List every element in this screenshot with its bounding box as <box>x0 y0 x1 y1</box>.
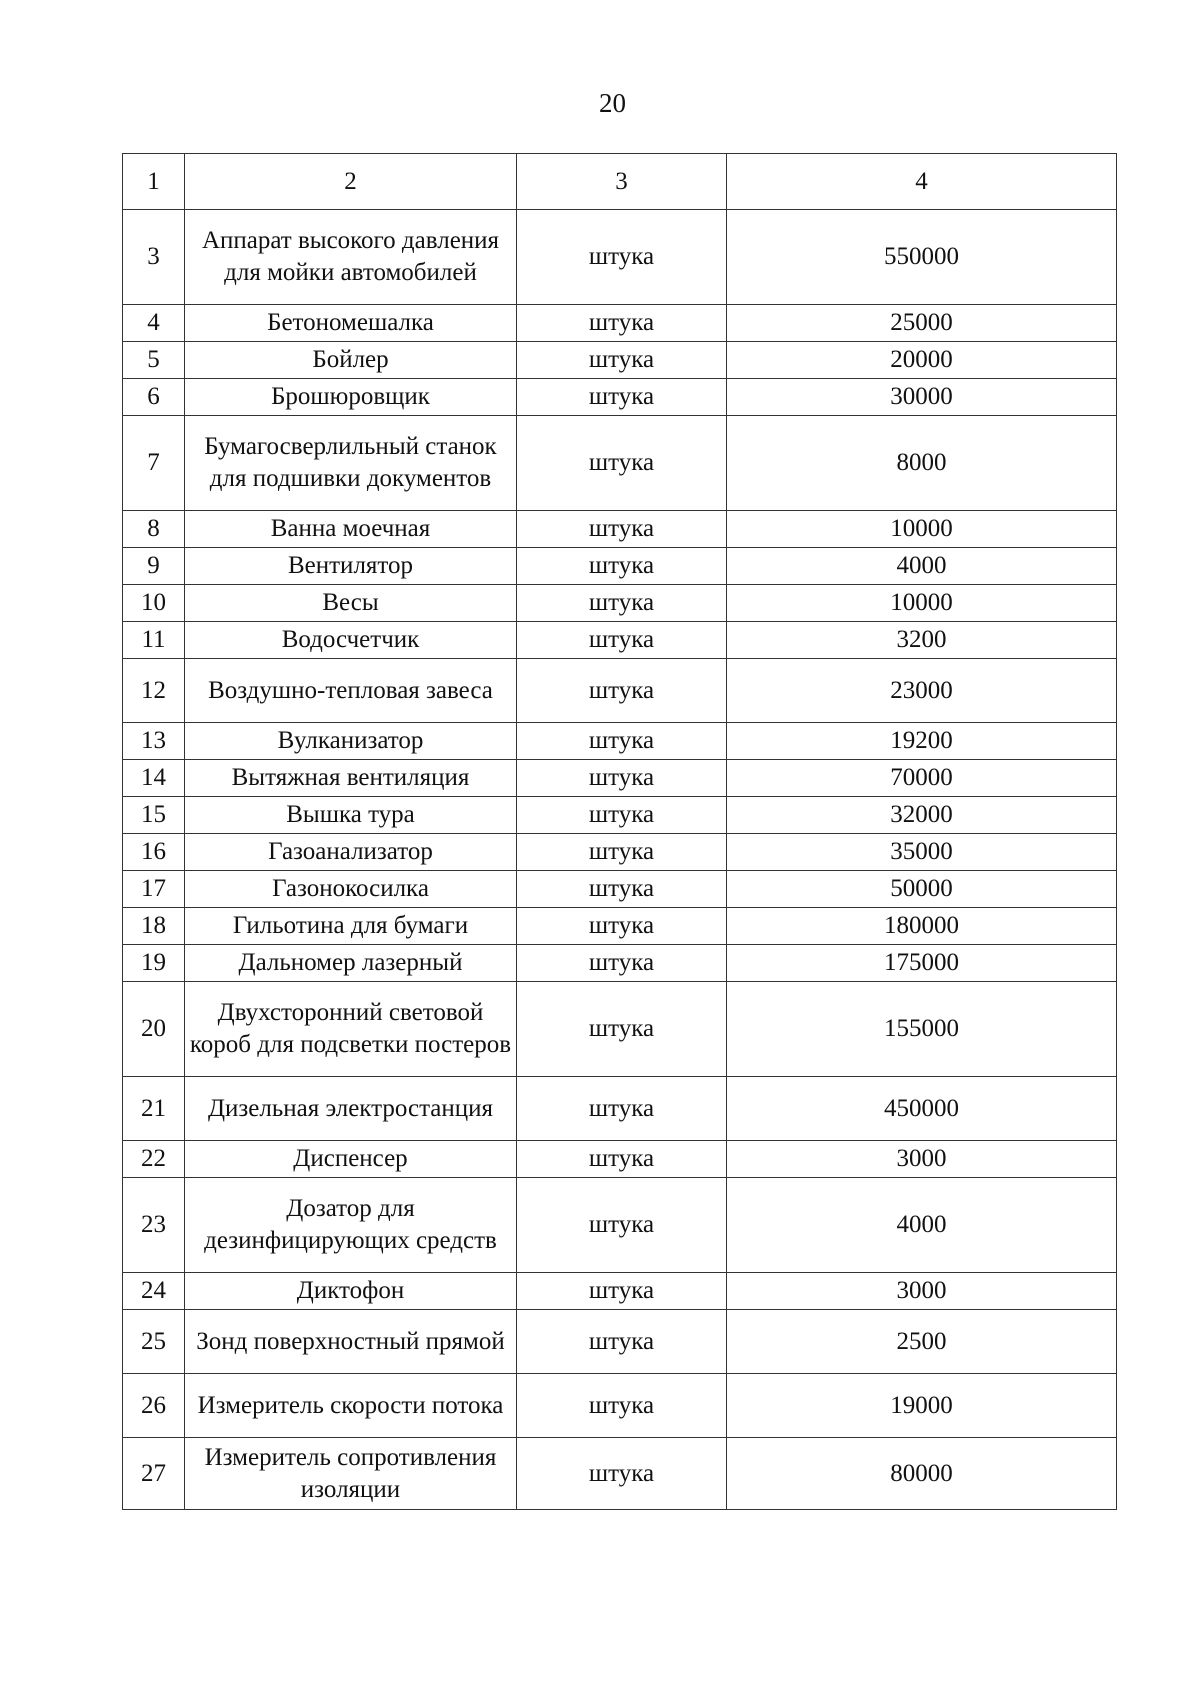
row-number-cell: 20 <box>123 982 185 1077</box>
row-number-cell: 12 <box>123 659 185 723</box>
row-number-cell: 16 <box>123 834 185 871</box>
price-cell: 4000 <box>727 548 1117 585</box>
row-number-cell: 27 <box>123 1438 185 1510</box>
table-row <box>123 210 1117 305</box>
table-row <box>123 379 1117 416</box>
unit-cell: штука <box>517 871 727 908</box>
unit-cell: штука <box>517 834 727 871</box>
item-name-cell: Бойлер <box>185 342 517 379</box>
header-cell: 4 <box>727 154 1117 210</box>
price-cell: 550000 <box>727 210 1117 305</box>
price-cell: 19000 <box>727 1374 1117 1438</box>
price-cell: 10000 <box>727 585 1117 622</box>
row-number-cell: 8 <box>123 511 185 548</box>
price-cell: 10000 <box>727 511 1117 548</box>
price-cell: 50000 <box>727 871 1117 908</box>
unit-cell: штука <box>517 1077 727 1141</box>
table-row <box>123 760 1117 797</box>
row-number-cell: 17 <box>123 871 185 908</box>
price-cell: 20000 <box>727 342 1117 379</box>
row-number-cell: 11 <box>123 622 185 659</box>
unit-cell: штука <box>517 760 727 797</box>
unit-cell: штука <box>517 1273 727 1310</box>
item-name-cell: Воздушно-тепловая завеса <box>185 659 517 723</box>
table-row <box>123 1077 1117 1141</box>
table-row <box>123 585 1117 622</box>
price-cell: 35000 <box>727 834 1117 871</box>
table-row <box>123 982 1117 1077</box>
unit-cell: штука <box>517 622 727 659</box>
item-name-cell: Газоанализатор <box>185 834 517 871</box>
price-cell: 2500 <box>727 1310 1117 1374</box>
unit-cell: штука <box>517 797 727 834</box>
table-row <box>123 342 1117 379</box>
equipment-table <box>122 153 1117 1510</box>
unit-cell: штука <box>517 1141 727 1178</box>
item-name-cell: Бетономешалка <box>185 305 517 342</box>
item-name-cell: Измеритель сопротивления изоляции <box>185 1438 517 1510</box>
row-number-cell: 7 <box>123 416 185 511</box>
row-number-cell: 19 <box>123 945 185 982</box>
unit-cell: штука <box>517 982 727 1077</box>
unit-cell: штука <box>517 342 727 379</box>
row-number-cell: 23 <box>123 1178 185 1273</box>
row-number-cell: 24 <box>123 1273 185 1310</box>
price-cell: 25000 <box>727 305 1117 342</box>
unit-cell: штука <box>517 379 727 416</box>
table-row <box>123 1374 1117 1438</box>
table-row <box>123 871 1117 908</box>
unit-cell: штука <box>517 416 727 511</box>
price-cell: 80000 <box>727 1438 1117 1510</box>
unit-cell: штука <box>517 908 727 945</box>
row-number-cell: 25 <box>123 1310 185 1374</box>
row-number-cell: 21 <box>123 1077 185 1141</box>
table-row <box>123 834 1117 871</box>
unit-cell: штука <box>517 585 727 622</box>
item-name-cell: Вентилятор <box>185 548 517 585</box>
price-cell: 32000 <box>727 797 1117 834</box>
item-name-cell: Вытяжная вентиляция <box>185 760 517 797</box>
price-cell: 3000 <box>727 1141 1117 1178</box>
price-cell: 175000 <box>727 945 1117 982</box>
unit-cell: штука <box>517 548 727 585</box>
unit-cell: штука <box>517 1310 727 1374</box>
item-name-cell: Дизельная электростанция <box>185 1077 517 1141</box>
table-header-row <box>123 154 1117 210</box>
unit-cell: штука <box>517 659 727 723</box>
item-name-cell: Дозатор для дезинфицирующих средств <box>185 1178 517 1273</box>
item-name-cell: Газонокосилка <box>185 871 517 908</box>
price-cell: 3200 <box>727 622 1117 659</box>
item-name-cell: Вулканизатор <box>185 723 517 760</box>
unit-cell: штука <box>517 1438 727 1510</box>
table-row <box>123 945 1117 982</box>
unit-cell: штука <box>517 1178 727 1273</box>
unit-cell: штука <box>517 511 727 548</box>
price-cell: 8000 <box>727 416 1117 511</box>
item-name-cell: Гильотина для бумаги <box>185 908 517 945</box>
item-name-cell: Брошюровщик <box>185 379 517 416</box>
row-number-cell: 22 <box>123 1141 185 1178</box>
price-cell: 180000 <box>727 908 1117 945</box>
unit-cell: штука <box>517 210 727 305</box>
unit-cell: штука <box>517 945 727 982</box>
table-row <box>123 305 1117 342</box>
row-number-cell: 14 <box>123 760 185 797</box>
header-cell: 1 <box>123 154 185 210</box>
table-row <box>123 797 1117 834</box>
row-number-cell: 5 <box>123 342 185 379</box>
price-cell: 450000 <box>727 1077 1117 1141</box>
table-row <box>123 659 1117 723</box>
row-number-cell: 15 <box>123 797 185 834</box>
table-row <box>123 1310 1117 1374</box>
row-number-cell: 6 <box>123 379 185 416</box>
price-cell: 70000 <box>727 760 1117 797</box>
price-cell: 19200 <box>727 723 1117 760</box>
item-name-cell: Диспенсер <box>185 1141 517 1178</box>
item-name-cell: Аппарат высокого давления для мойки автомобилей <box>185 210 517 305</box>
item-name-cell: Вышка тура <box>185 797 517 834</box>
table-row <box>123 622 1117 659</box>
item-name-cell: Бумагосверлильный станок для подшивки документов <box>185 416 517 511</box>
table-row <box>123 416 1117 511</box>
unit-cell: штука <box>517 305 727 342</box>
item-name-cell: Измеритель скорости потока <box>185 1374 517 1438</box>
row-number-cell: 13 <box>123 723 185 760</box>
item-name-cell: Водосчетчик <box>185 622 517 659</box>
item-name-cell: Диктофон <box>185 1273 517 1310</box>
price-cell: 4000 <box>727 1178 1117 1273</box>
table-row <box>123 1178 1117 1273</box>
row-number-cell: 18 <box>123 908 185 945</box>
item-name-cell: Ванна моечная <box>185 511 517 548</box>
price-cell: 3000 <box>727 1273 1117 1310</box>
price-cell: 155000 <box>727 982 1117 1077</box>
page-number: 20 <box>599 88 626 118</box>
price-cell: 23000 <box>727 659 1117 723</box>
item-name-cell: Двухсторонний световой короб для подсветки постеров <box>185 982 517 1077</box>
row-number-cell: 3 <box>123 210 185 305</box>
header-cell: 3 <box>517 154 727 210</box>
row-number-cell: 9 <box>123 548 185 585</box>
item-name-cell: Зонд поверхностный прямой <box>185 1310 517 1374</box>
table-row <box>123 511 1117 548</box>
table-row <box>123 1438 1117 1510</box>
item-name-cell: Дальномер лазерный <box>185 945 517 982</box>
table-row <box>123 723 1117 760</box>
unit-cell: штука <box>517 723 727 760</box>
header-cell: 2 <box>185 154 517 210</box>
price-cell: 30000 <box>727 379 1117 416</box>
table-row <box>123 1141 1117 1178</box>
row-number-cell: 10 <box>123 585 185 622</box>
row-number-cell: 26 <box>123 1374 185 1438</box>
table-row <box>123 548 1117 585</box>
row-number-cell: 4 <box>123 305 185 342</box>
unit-cell: штука <box>517 1374 727 1438</box>
table-row <box>123 1273 1117 1310</box>
table-row <box>123 908 1117 945</box>
item-name-cell: Весы <box>185 585 517 622</box>
